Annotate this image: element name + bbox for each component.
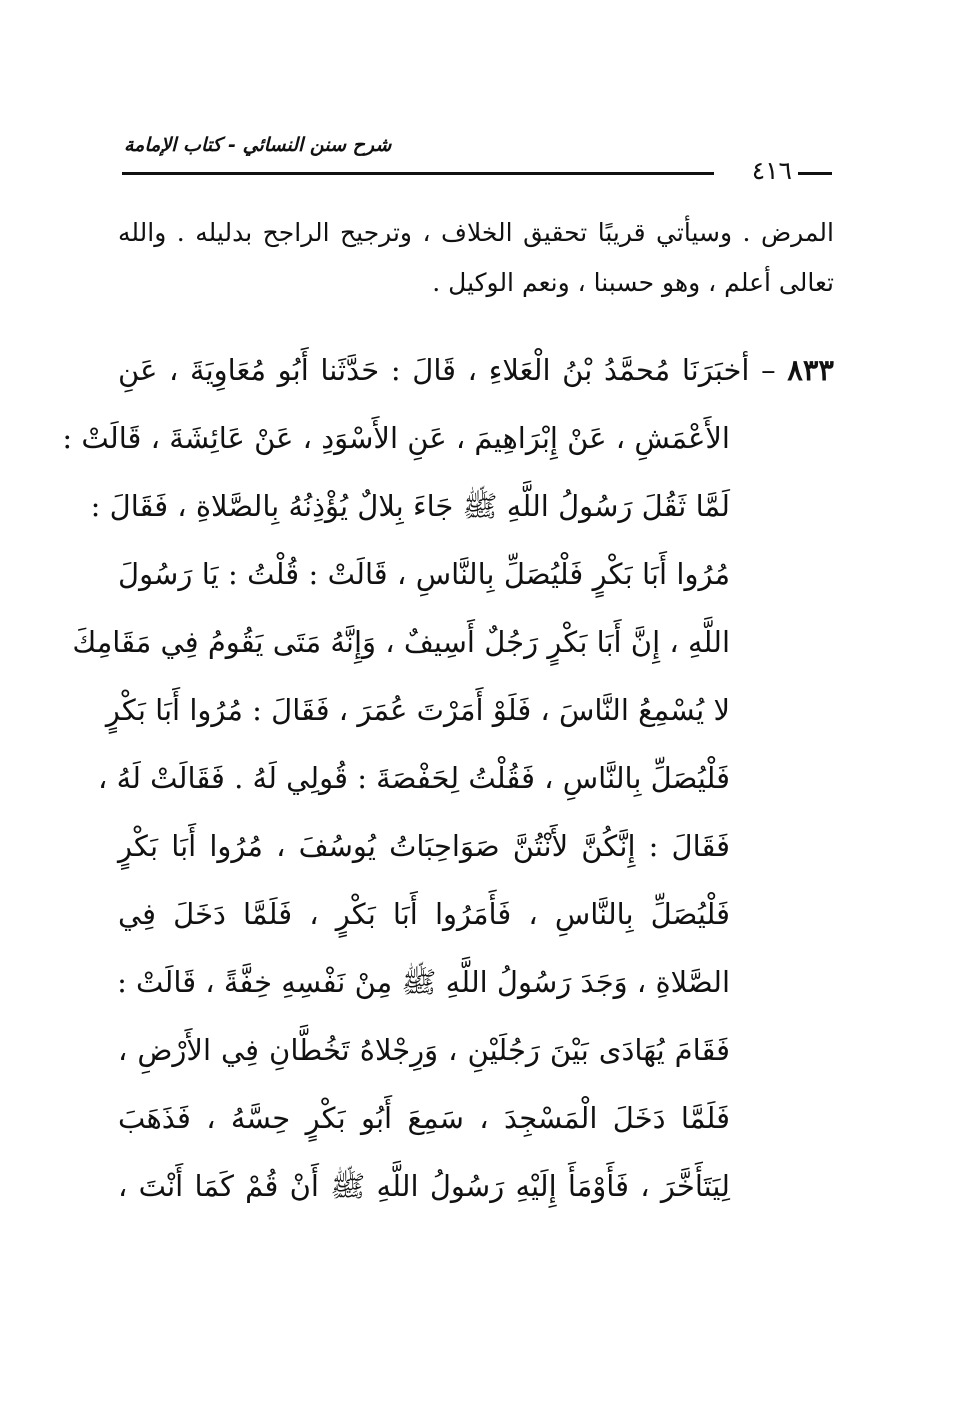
text-line: فَلْيُصَلِّ بِالنَّاسِ ، فَقُلْتُ لِحَفْصَةَ : قُولِي لَهُ . فَقَالَتْ لَهُ ،	[98, 761, 730, 795]
hadith-first-line: ٨٣٣ – أخبَرَنَا مُحمَّدُ بْنُ الْعَلاءِ ، قَالَ : حَدَّثَنا أَبُو مُعَاوِيَةَ ، عَنِ	[118, 353, 835, 387]
text-line: فَقَامَ يُهَادَى بَيْنَ رَجُلَيْنِ ، وَرِجْلاهُ تَخُطَّانِ فِي الأَرْضِ ،	[118, 1033, 730, 1067]
page-number-dash	[798, 172, 832, 175]
page-header	[118, 128, 834, 188]
text-line: الصَّلاةِ ، وَجَدَ رَسُولُ اللَّهِ ﷺ مِنْ نَفْسِهِ خِفَّةً ، قَالَتْ :	[117, 965, 730, 999]
hadith-block	[62, 336, 835, 1220]
text-line: لِيَتَأَخَّرَ ، فَأَوْمَأَ إِلَيْهِ رَسُولُ اللَّهِ ﷺ أَنْ قُمْ كَمَا أَنْتَ ،	[118, 1169, 730, 1203]
text-line: فَقَالَ : إِنَّكُنَّ لأَنْتُنَّ صَوَاحِبَاتُ يُوسُفَ ، مُرُوا أَبَا بَكْرٍ	[118, 829, 730, 863]
text-line: مُرُوا أَبَا بَكْرٍ فَلْيُصَلِّ بِالنَّاسِ ، قَالَتْ : قُلْتُ : يَا رَسُولَ	[118, 557, 730, 591]
text-line: الأَعْمَشِ ، عَنْ إِبْرَاهِيمَ ، عَنِ الأَسْوَدِ ، عَنْ عَائِشَةَ ، قَالَتْ :	[62, 421, 730, 455]
header-rule	[122, 172, 714, 175]
text-line: المرض . وسيأتي قريبًا تحقيق الخلاف ، وترجيح الراجح بدليله . والله	[118, 218, 834, 247]
text-line: فَلْيُصَلِّ بِالنَّاسِ ، فَأَمَرُوا أَبَا بَكْرٍ ، فَلَمَّا دَخَلَ فِي	[118, 897, 730, 931]
hadith-number: ٨٣٣	[787, 353, 835, 387]
book-title: شرح سنن النسائي - كتاب الإمامة	[124, 134, 392, 156]
hadith-first-line-text: أخبَرَنَا مُحمَّدُ بْنُ الْعَلاءِ ، قَالَ : حَدَّثَنا أَبُو مُعَاوِيَةَ ، عَنِ	[118, 353, 750, 387]
text-line: لَمَّا ثَقُلَ رَسُولُ اللَّهِ ﷺ جَاءَ بِلالٌ يُؤْذِنُهُ بِالصَّلاةِ ، فَقَالَ :	[90, 489, 730, 523]
intro-paragraph	[118, 208, 834, 308]
text-line: تعالى أعلم ، وهو حسبنا ، ونعم الوكيل .	[432, 268, 834, 297]
text-line: اللَّهِ ، إِنَّ أَبَا بَكْرٍ رَجُلٌ أَسِيفٌ ، وَإِنَّهُ مَتَى يَقُومُ فِي مَقَامِكَ	[72, 625, 730, 659]
text-line: فَلَمَّا دَخَلَ الْمَسْجِدَ ، سَمِعَ أَبُو بَكْرٍ حِسَّهُ ، فَذَهَبَ	[118, 1101, 730, 1135]
page-number: ٤١٦	[751, 156, 792, 185]
text-line: لا يُسْمِعُ النَّاسَ ، فَلَوْ أَمَرْتَ عُمَرَ ، فَقَالَ : مُرُوا أَبَا بَكْرٍ	[105, 693, 730, 727]
